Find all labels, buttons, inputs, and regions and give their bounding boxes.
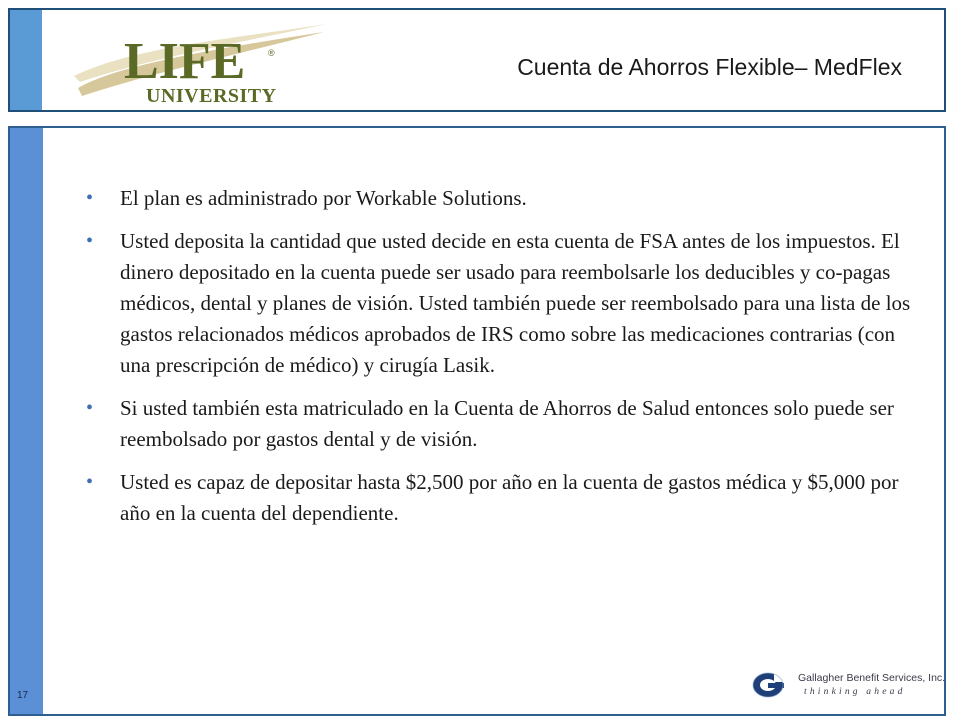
bullet-text: Usted es capaz de depositar hasta $2,500 por año en la cuenta de gastos médica y $5,000 por año en la cuenta del dependiente. (120, 470, 899, 525)
bullet-text: Usted deposita la cantidad que usted decide en esta cuenta de FSA antes de los impuestos. El dinero depositado en la cuenta puede ser usado para reembolsarle los deducibles y co-pagas médicos, dental y planes de visión. Usted también puede ser reembolsado para una lista de los gastos relacionados médicos aprobados de IRS como sobre las medicaciones contrarias (con una prescripción de médico) y cirugía Lasik. (120, 229, 911, 377)
life-university-logo (72, 18, 330, 110)
gallagher-company-name: Gallagher Benefit Services, Inc. (798, 672, 946, 684)
bullet-icon: • (86, 187, 94, 209)
logo-swoosh-graphic (72, 18, 330, 110)
header-panel (8, 8, 946, 112)
gallagher-g-icon (752, 670, 792, 700)
bullet-text: Si usted también esta matriculado en la Cuenta de Ahorros de Salud entonces solo puede ser reembolsado por gastos dental y de visión. (120, 396, 894, 451)
content-accent-bar (10, 128, 43, 714)
bullet-icon: • (86, 230, 94, 252)
gallagher-tagline: thinking ahead (804, 687, 906, 697)
logo-text-life: LIFE (124, 33, 246, 90)
content-panel (8, 126, 946, 716)
logo-registered-mark: ® (268, 48, 275, 58)
slide-title: Cuenta de Ahorros Flexible– MedFlex (517, 54, 902, 80)
bullet-item (82, 467, 922, 529)
gallagher-logo (752, 670, 946, 702)
bullet-item (82, 226, 922, 381)
page-number: 17 (17, 690, 29, 701)
bullet-item (82, 393, 922, 455)
bullet-list (82, 183, 922, 541)
bullet-text: El plan es administrado por Workable Solutions. (120, 186, 527, 210)
bullet-icon: • (86, 397, 94, 419)
bullet-item (82, 183, 922, 214)
bullet-icon: • (86, 471, 94, 493)
logo-text-university: UNIVERSITY (146, 85, 277, 107)
header-accent-bar (10, 10, 42, 110)
